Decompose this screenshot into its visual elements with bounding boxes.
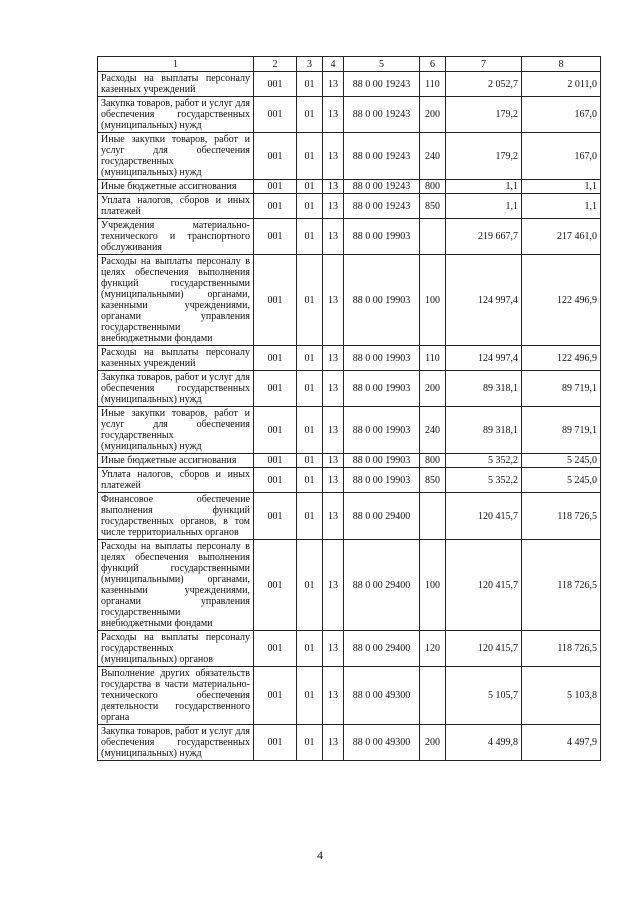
amount-year2-cell: 2 011,0 — [522, 72, 601, 97]
section-cell: 01 — [297, 725, 323, 761]
section-cell: 01 — [297, 540, 323, 631]
amount-year1-cell: 124 997,4 — [446, 255, 522, 346]
target-article-cell: 88 0 00 49300 — [344, 667, 420, 725]
row-name-cell: Уплата налогов, сборов и иных платежей — [98, 194, 254, 219]
target-article-cell: 88 0 00 19903 — [344, 407, 420, 454]
subsection-cell: 13 — [323, 133, 344, 180]
expense-type-cell: 200 — [420, 97, 446, 133]
subsection-cell: 13 — [323, 180, 344, 194]
amount-year2-cell: 5 103,8 — [522, 667, 601, 725]
amount-year2-cell: 217 461,0 — [522, 219, 601, 255]
target-article-cell: 88 0 00 19903 — [344, 346, 420, 371]
admin-code-cell: 001 — [254, 667, 297, 725]
header-cell: 1 — [98, 57, 254, 72]
expense-type-cell: 800 — [420, 454, 446, 468]
header-cell: 7 — [446, 57, 522, 72]
section-cell: 01 — [297, 133, 323, 180]
amount-year2-cell: 5 245,0 — [522, 454, 601, 468]
expense-type-cell: 120 — [420, 631, 446, 667]
header-row — [98, 57, 601, 72]
expense-type-cell: 110 — [420, 346, 446, 371]
amount-year1-cell: 120 415,7 — [446, 493, 522, 540]
table-row — [98, 219, 601, 255]
admin-code-cell: 001 — [254, 407, 297, 454]
amount-year2-cell: 122 496,9 — [522, 346, 601, 371]
expense-type-cell: 800 — [420, 180, 446, 194]
row-name-cell: Иные закупки товаров, работ и услуг для обеспечения государственных (муниципальных) нужд — [98, 407, 254, 454]
expense-type-cell: 100 — [420, 540, 446, 631]
header-cell: 4 — [323, 57, 344, 72]
table-row — [98, 407, 601, 454]
budget-table — [97, 56, 601, 761]
section-cell: 01 — [297, 468, 323, 493]
subsection-cell: 13 — [323, 493, 344, 540]
table-row — [98, 631, 601, 667]
subsection-cell: 13 — [323, 407, 344, 454]
row-name-cell: Финансовое обеспечение выполнения функций государственных органов, в том числе территориальных органов — [98, 493, 254, 540]
target-article-cell: 88 0 00 29400 — [344, 631, 420, 667]
expense-type-cell: 200 — [420, 371, 446, 407]
expense-type-cell — [420, 667, 446, 725]
row-name-cell: Расходы на выплаты персоналу казенных учреждений — [98, 346, 254, 371]
target-article-cell: 88 0 00 49300 — [344, 725, 420, 761]
expense-type-cell — [420, 493, 446, 540]
amount-year2-cell: 122 496,9 — [522, 255, 601, 346]
amount-year1-cell: 219 667,7 — [446, 219, 522, 255]
table-row — [98, 72, 601, 97]
amount-year1-cell: 1,1 — [446, 194, 522, 219]
target-article-cell: 88 0 00 19243 — [344, 72, 420, 97]
expense-type-cell: 850 — [420, 194, 446, 219]
section-cell: 01 — [297, 72, 323, 97]
target-article-cell: 88 0 00 29400 — [344, 493, 420, 540]
target-article-cell: 88 0 00 19243 — [344, 97, 420, 133]
admin-code-cell: 001 — [254, 255, 297, 346]
header-cell: 3 — [297, 57, 323, 72]
amount-year1-cell: 179,2 — [446, 133, 522, 180]
row-name-cell: Расходы на выплаты персоналу государственных (муниципальных) органов — [98, 631, 254, 667]
amount-year1-cell: 124 997,4 — [446, 346, 522, 371]
header-cell: 5 — [344, 57, 420, 72]
expense-type-cell: 100 — [420, 255, 446, 346]
admin-code-cell: 001 — [254, 540, 297, 631]
amount-year2-cell: 1,1 — [522, 194, 601, 219]
subsection-cell: 13 — [323, 194, 344, 219]
amount-year1-cell: 4 499,8 — [446, 725, 522, 761]
amount-year1-cell: 5 105,7 — [446, 667, 522, 725]
row-name-cell: Расходы на выплаты персоналу в целях обеспечения выполнения функций государственными (муниципальными) органами, казенными учреждениями, органами управления государственными внебюджетными фондами — [98, 255, 254, 346]
section-cell: 01 — [297, 180, 323, 194]
section-cell: 01 — [297, 255, 323, 346]
section-cell: 01 — [297, 407, 323, 454]
table-row — [98, 667, 601, 725]
section-cell: 01 — [297, 454, 323, 468]
subsection-cell: 13 — [323, 219, 344, 255]
row-name-cell: Закупка товаров, работ и услуг для обеспечения государственных (муниципальных) нужд — [98, 97, 254, 133]
subsection-cell: 13 — [323, 97, 344, 133]
admin-code-cell: 001 — [254, 454, 297, 468]
row-name-cell: Иные закупки товаров, работ и услуг для обеспечения государственных (муниципальных) нужд — [98, 133, 254, 180]
expense-type-cell — [420, 219, 446, 255]
admin-code-cell: 001 — [254, 631, 297, 667]
row-name-cell: Расходы на выплаты персоналу в целях обеспечения выполнения функций государственными (муниципальными) органами, казенными учреждениями, органами управления государственными внебюджетными фондами — [98, 540, 254, 631]
amount-year2-cell: 167,0 — [522, 133, 601, 180]
target-article-cell: 88 0 00 29400 — [344, 540, 420, 631]
expense-type-cell: 240 — [420, 133, 446, 180]
section-cell: 01 — [297, 667, 323, 725]
amount-year1-cell: 120 415,7 — [446, 540, 522, 631]
table-row — [98, 371, 601, 407]
subsection-cell: 13 — [323, 540, 344, 631]
section-cell: 01 — [297, 493, 323, 540]
admin-code-cell: 001 — [254, 346, 297, 371]
header-cell: 6 — [420, 57, 446, 72]
amount-year1-cell: 120 415,7 — [446, 631, 522, 667]
section-cell: 01 — [297, 219, 323, 255]
subsection-cell: 13 — [323, 631, 344, 667]
amount-year2-cell: 118 726,5 — [522, 540, 601, 631]
amount-year2-cell: 89 719,1 — [522, 407, 601, 454]
table-row — [98, 133, 601, 180]
amount-year2-cell: 1,1 — [522, 180, 601, 194]
amount-year1-cell: 179,2 — [446, 97, 522, 133]
expense-type-cell: 850 — [420, 468, 446, 493]
subsection-cell: 13 — [323, 72, 344, 97]
table-row — [98, 493, 601, 540]
table-row — [98, 454, 601, 468]
amount-year2-cell: 167,0 — [522, 97, 601, 133]
admin-code-cell: 001 — [254, 133, 297, 180]
amount-year1-cell: 89 318,1 — [446, 371, 522, 407]
target-article-cell: 88 0 00 19903 — [344, 255, 420, 346]
section-cell: 01 — [297, 97, 323, 133]
table-row — [98, 725, 601, 761]
admin-code-cell: 001 — [254, 725, 297, 761]
amount-year2-cell: 89 719,1 — [522, 371, 601, 407]
admin-code-cell: 001 — [254, 194, 297, 219]
subsection-cell: 13 — [323, 725, 344, 761]
target-article-cell: 88 0 00 19903 — [344, 371, 420, 407]
subsection-cell: 13 — [323, 454, 344, 468]
row-name-cell: Учреждения материально-технического и транспортного обслуживания — [98, 219, 254, 255]
admin-code-cell: 001 — [254, 468, 297, 493]
expense-type-cell: 110 — [420, 72, 446, 97]
amount-year2-cell: 5 245,0 — [522, 468, 601, 493]
admin-code-cell: 001 — [254, 97, 297, 133]
admin-code-cell: 001 — [254, 219, 297, 255]
header-cell: 8 — [522, 57, 601, 72]
expense-type-cell: 240 — [420, 407, 446, 454]
target-article-cell: 88 0 00 19243 — [344, 133, 420, 180]
amount-year1-cell: 5 352,2 — [446, 454, 522, 468]
section-cell: 01 — [297, 371, 323, 407]
admin-code-cell: 001 — [254, 180, 297, 194]
section-cell: 01 — [297, 194, 323, 219]
amount-year2-cell: 4 497,9 — [522, 725, 601, 761]
section-cell: 01 — [297, 631, 323, 667]
subsection-cell: 13 — [323, 371, 344, 407]
target-article-cell: 88 0 00 19903 — [344, 468, 420, 493]
amount-year2-cell: 118 726,5 — [522, 493, 601, 540]
target-article-cell: 88 0 00 19903 — [344, 454, 420, 468]
subsection-cell: 13 — [323, 468, 344, 493]
row-name-cell: Расходы на выплаты персоналу казенных учреждений — [98, 72, 254, 97]
subsection-cell: 13 — [323, 255, 344, 346]
row-name-cell: Уплата налогов, сборов и иных платежей — [98, 468, 254, 493]
target-article-cell: 88 0 00 19243 — [344, 180, 420, 194]
row-name-cell: Закупка товаров, работ и услуг для обеспечения государственных (муниципальных) нужд — [98, 725, 254, 761]
amount-year1-cell: 2 052,7 — [446, 72, 522, 97]
table-row — [98, 194, 601, 219]
subsection-cell: 13 — [323, 667, 344, 725]
row-name-cell: Выполнение других обязательств государства в части материально-технического обеспечения деятельности государственного органа — [98, 667, 254, 725]
amount-year1-cell: 5 352,2 — [446, 468, 522, 493]
table-row — [98, 180, 601, 194]
table-body — [98, 57, 601, 761]
table-row — [98, 540, 601, 631]
admin-code-cell: 001 — [254, 493, 297, 540]
admin-code-cell: 001 — [254, 72, 297, 97]
amount-year1-cell: 89 318,1 — [446, 407, 522, 454]
section-cell: 01 — [297, 346, 323, 371]
table-row — [98, 255, 601, 346]
target-article-cell: 88 0 00 19903 — [344, 219, 420, 255]
target-article-cell: 88 0 00 19243 — [344, 194, 420, 219]
row-name-cell: Закупка товаров, работ и услуг для обеспечения государственных (муниципальных) нужд — [98, 371, 254, 407]
subsection-cell: 13 — [323, 346, 344, 371]
row-name-cell: Иные бюджетные ассигнования — [98, 180, 254, 194]
table-row — [98, 97, 601, 133]
table-row — [98, 468, 601, 493]
admin-code-cell: 001 — [254, 371, 297, 407]
table-row — [98, 346, 601, 371]
row-name-cell: Иные бюджетные ассигнования — [98, 454, 254, 468]
page-number: 4 — [317, 848, 323, 862]
header-cell: 2 — [254, 57, 297, 72]
expense-type-cell: 200 — [420, 725, 446, 761]
amount-year1-cell: 1,1 — [446, 180, 522, 194]
amount-year2-cell: 118 726,5 — [522, 631, 601, 667]
